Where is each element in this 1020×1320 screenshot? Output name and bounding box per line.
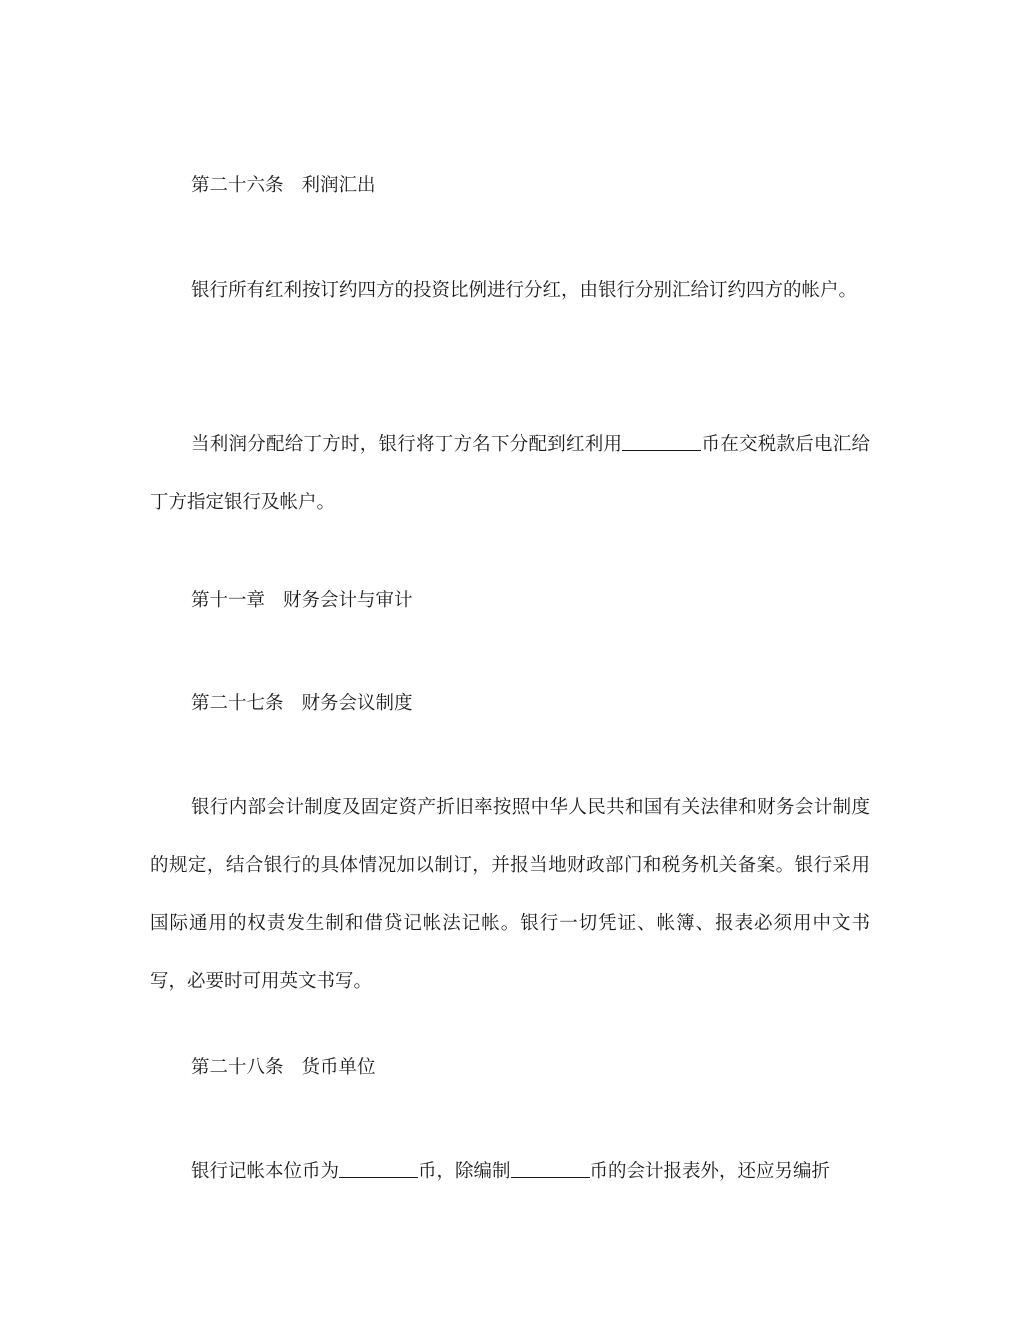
paragraph-text: 币的会计报表外，还应另编折	[589, 1161, 831, 1182]
article-27-paragraph: 银行内部会计制度及固定资产折旧率按照中华人民共和国有关法律和财务会计制度的规定，结合银行的具体情况加以制订，并报当地财政部门和税务机关备案。银行采用国际通用的权责发生制和借贷记帐法记帐。银行一切凭证、帐簿、报表必须用中文书写，必要时可用英文书写。	[150, 797, 870, 992]
article-26-paragraph-1: 银行所有红利按订约四方的投资比例进行分红，由银行分别汇给订约四方的帐户。	[191, 280, 858, 301]
article-26-heading	[150, 157, 870, 215]
article-28-heading	[150, 1039, 870, 1097]
paragraph-text: 当利润分配给丁方时，银行将丁方名下分配到红利用	[191, 434, 623, 455]
article-26-paragraph-2	[150, 416, 870, 532]
article-title: 货币单位	[301, 1057, 376, 1078]
paragraph-text: 币，除编制	[418, 1161, 511, 1182]
chapter-number: 第十一章	[191, 590, 266, 611]
paragraph-text: 银行记帐本位币为	[191, 1161, 340, 1182]
chapter-11-heading	[150, 572, 870, 630]
article-28-paragraph	[150, 1143, 870, 1201]
fill-in-blank	[339, 1161, 418, 1178]
article-title: 利润汇出	[301, 175, 376, 196]
article-title: 财务会议制度	[301, 693, 413, 714]
fill-in-blank	[511, 1161, 590, 1178]
fill-in-blank	[622, 434, 701, 451]
article-number: 第二十六条	[191, 175, 284, 196]
article-27-heading	[150, 675, 870, 733]
paragraph-text: 币在交税款后电汇给丁方指定银行及帐户。	[150, 434, 870, 513]
chapter-title: 财务会计与审计	[283, 590, 413, 611]
article-number: 第二十八条	[191, 1057, 284, 1078]
article-number: 第二十七条	[191, 693, 284, 714]
